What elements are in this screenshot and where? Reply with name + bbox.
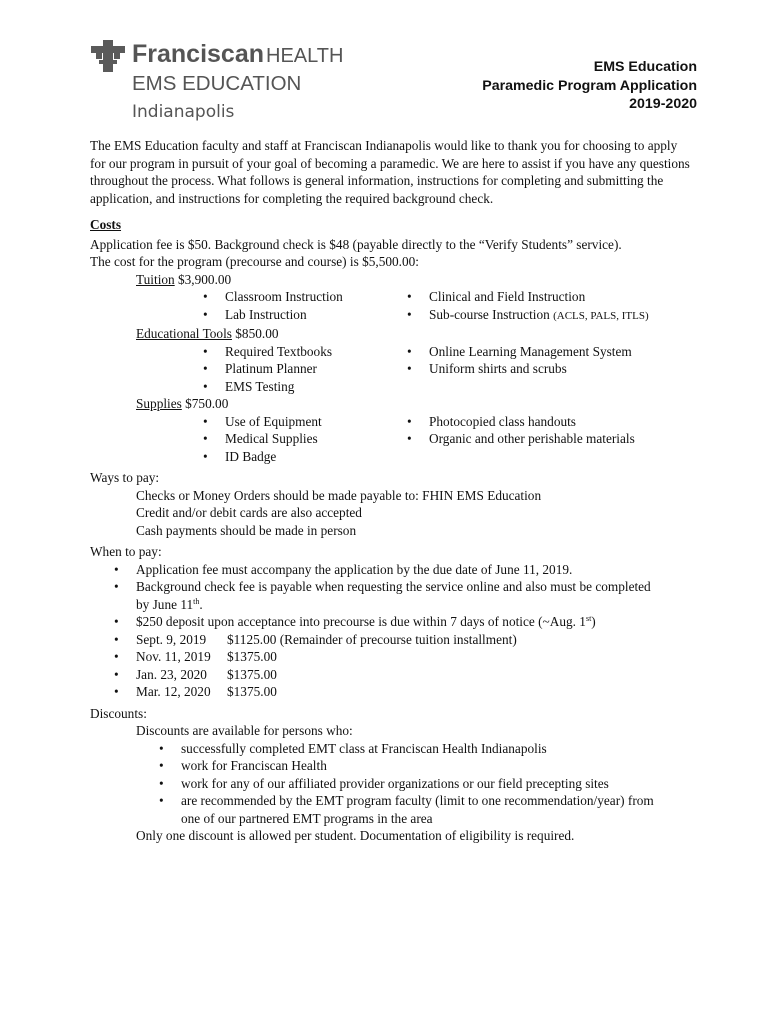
tuition-category — [90, 271, 690, 289]
payment-amount: $1375.00 — [227, 666, 277, 682]
title-line-3: 2019-2020 — [629, 96, 697, 112]
when-item: • Application fee must accompany the application by the due date of June 11, 2019. — [90, 561, 690, 579]
discounts-footer: Only one discount is allowed per student. Documentation of eligibility is required. — [136, 828, 575, 843]
supplies-label: Supplies — [136, 396, 182, 411]
discount-item: • work for any of our affiliated provider organizations or our field precepting sites — [90, 775, 690, 793]
title-line-1: EMS Education — [593, 59, 697, 75]
ways-heading: Ways to pay: — [90, 470, 160, 485]
payment-row — [90, 683, 690, 701]
list-item — [407, 306, 690, 326]
list-item: • Use of Equipment — [203, 413, 407, 431]
when-item-text: $250 deposit upon acceptance into precourse is due within 7 days of notice (~Aug. 1 — [136, 614, 586, 629]
ways-line: Checks or Money Orders should be made payable to: FHIN EMS Education — [136, 487, 542, 503]
list-item: • EMS Testing — [203, 378, 407, 396]
supplies-items — [90, 413, 690, 466]
list-item: • Uniform shirts and scrubs — [407, 360, 690, 378]
payment-date: Sept. 9, 2019 — [136, 631, 207, 647]
intro-paragraph: The EMS Education faculty and staff at Franciscan Indianapolis would like to thank you for choosing to apply for our program in pursuit of your goal of becoming a paramedic. We are here to assist if you have any questions throughout the process. What follows is general information, instructions for completing and submitting the application, and instructions for completing the required background check. — [90, 138, 690, 206]
when-item — [90, 613, 690, 631]
discounts-section — [90, 705, 690, 845]
superscript: st — [585, 614, 592, 623]
discounts-heading: Discounts: — [90, 705, 147, 721]
document-title — [482, 58, 697, 114]
document-body — [90, 137, 690, 845]
discount-item: • successfully completed EMT class at Franciscan Health Indianapolis — [90, 740, 690, 758]
superscript: th — [193, 596, 200, 606]
payment-date: Jan. 23, 2020 — [136, 666, 207, 682]
logo-line2: EMS EDUCATION — [132, 72, 302, 95]
logo-line3: Indianapolis — [132, 102, 235, 122]
when-to-pay-section — [90, 543, 690, 701]
costs-heading: Costs — [90, 217, 122, 232]
tuition-amount: $3,900.00 — [174, 271, 232, 287]
punctuation: ) — [591, 614, 596, 629]
ways-to-pay-section — [90, 469, 690, 539]
tools-category — [90, 325, 690, 343]
when-item-text: by June 11 — [136, 596, 194, 612]
list-item: • ID Badge — [203, 448, 407, 466]
discount-item-continued: one of our partnered EMT programs in the area — [181, 810, 433, 826]
list-item-text: Sub-course Instruction — [429, 306, 550, 322]
tools-amount: $850.00 — [231, 326, 279, 341]
costs-line-1: Application fee is $50. Background check is $48 (payable directly to the “Verify Students” service). — [90, 236, 622, 252]
logo-brand-suffix: HEALTH — [266, 45, 344, 67]
payment-amount: $1125.00 (Remainder of precourse tuition installment) — [227, 631, 517, 647]
tuition-items — [90, 288, 690, 325]
payment-row — [90, 631, 690, 649]
list-item: • Platinum Planner — [203, 360, 407, 378]
list-item: • Clinical and Field Instruction — [407, 288, 690, 306]
list-item: • Classroom Instruction — [203, 288, 407, 306]
list-item: • Required Textbooks — [203, 343, 407, 361]
discount-item-text: are recommended by the EMT program faculty (limit to one recommendation/year) from — [181, 793, 654, 808]
when-item — [90, 578, 690, 613]
ways-line: Credit and/or debit cards are also accepted — [136, 505, 362, 520]
logo-brand: Franciscan — [132, 40, 265, 68]
franciscan-logo — [90, 40, 370, 122]
when-item-text: Background check fee is payable when requesting the service online and also must be completed — [136, 579, 651, 594]
sub-course-note: (ACLS, PALS, ITLS) — [553, 309, 649, 322]
tuition-label: Tuition — [136, 271, 175, 287]
list-item: • Organic and other perishable materials — [407, 430, 690, 448]
discount-item — [90, 792, 690, 827]
list-item: • Lab Instruction — [203, 306, 407, 324]
payment-date: Nov. 11, 2019 — [136, 649, 211, 664]
ways-line: Cash payments should be made in person — [136, 522, 357, 538]
payment-date: Mar. 12, 2020 — [136, 684, 211, 699]
list-item: • Online Learning Management System — [407, 343, 690, 361]
punctuation: . — [199, 596, 203, 612]
list-item: • Medical Supplies — [203, 430, 407, 448]
payment-row — [90, 666, 690, 684]
franciscan-cross-logo — [90, 40, 370, 122]
payment-amount: $1375.00 — [227, 649, 277, 664]
supplies-amount: $750.00 — [181, 396, 229, 411]
title-line-2: Paramedic Program Application — [482, 77, 697, 94]
discounts-intro: Discounts are available for persons who: — [136, 723, 353, 738]
when-heading: When to pay: — [90, 544, 162, 559]
supplies-category — [90, 395, 690, 413]
costs-section — [90, 216, 690, 465]
tools-label: Educational Tools — [136, 326, 232, 341]
payment-amount: $1375.00 — [227, 684, 277, 699]
costs-line-2: The cost for the program (precourse and course) is $5,500.00: — [90, 254, 419, 269]
list-item: • Photocopied class handouts — [407, 413, 690, 431]
tools-items — [90, 343, 690, 396]
payment-row — [90, 648, 690, 666]
discount-item: • work for Franciscan Health — [90, 757, 690, 775]
